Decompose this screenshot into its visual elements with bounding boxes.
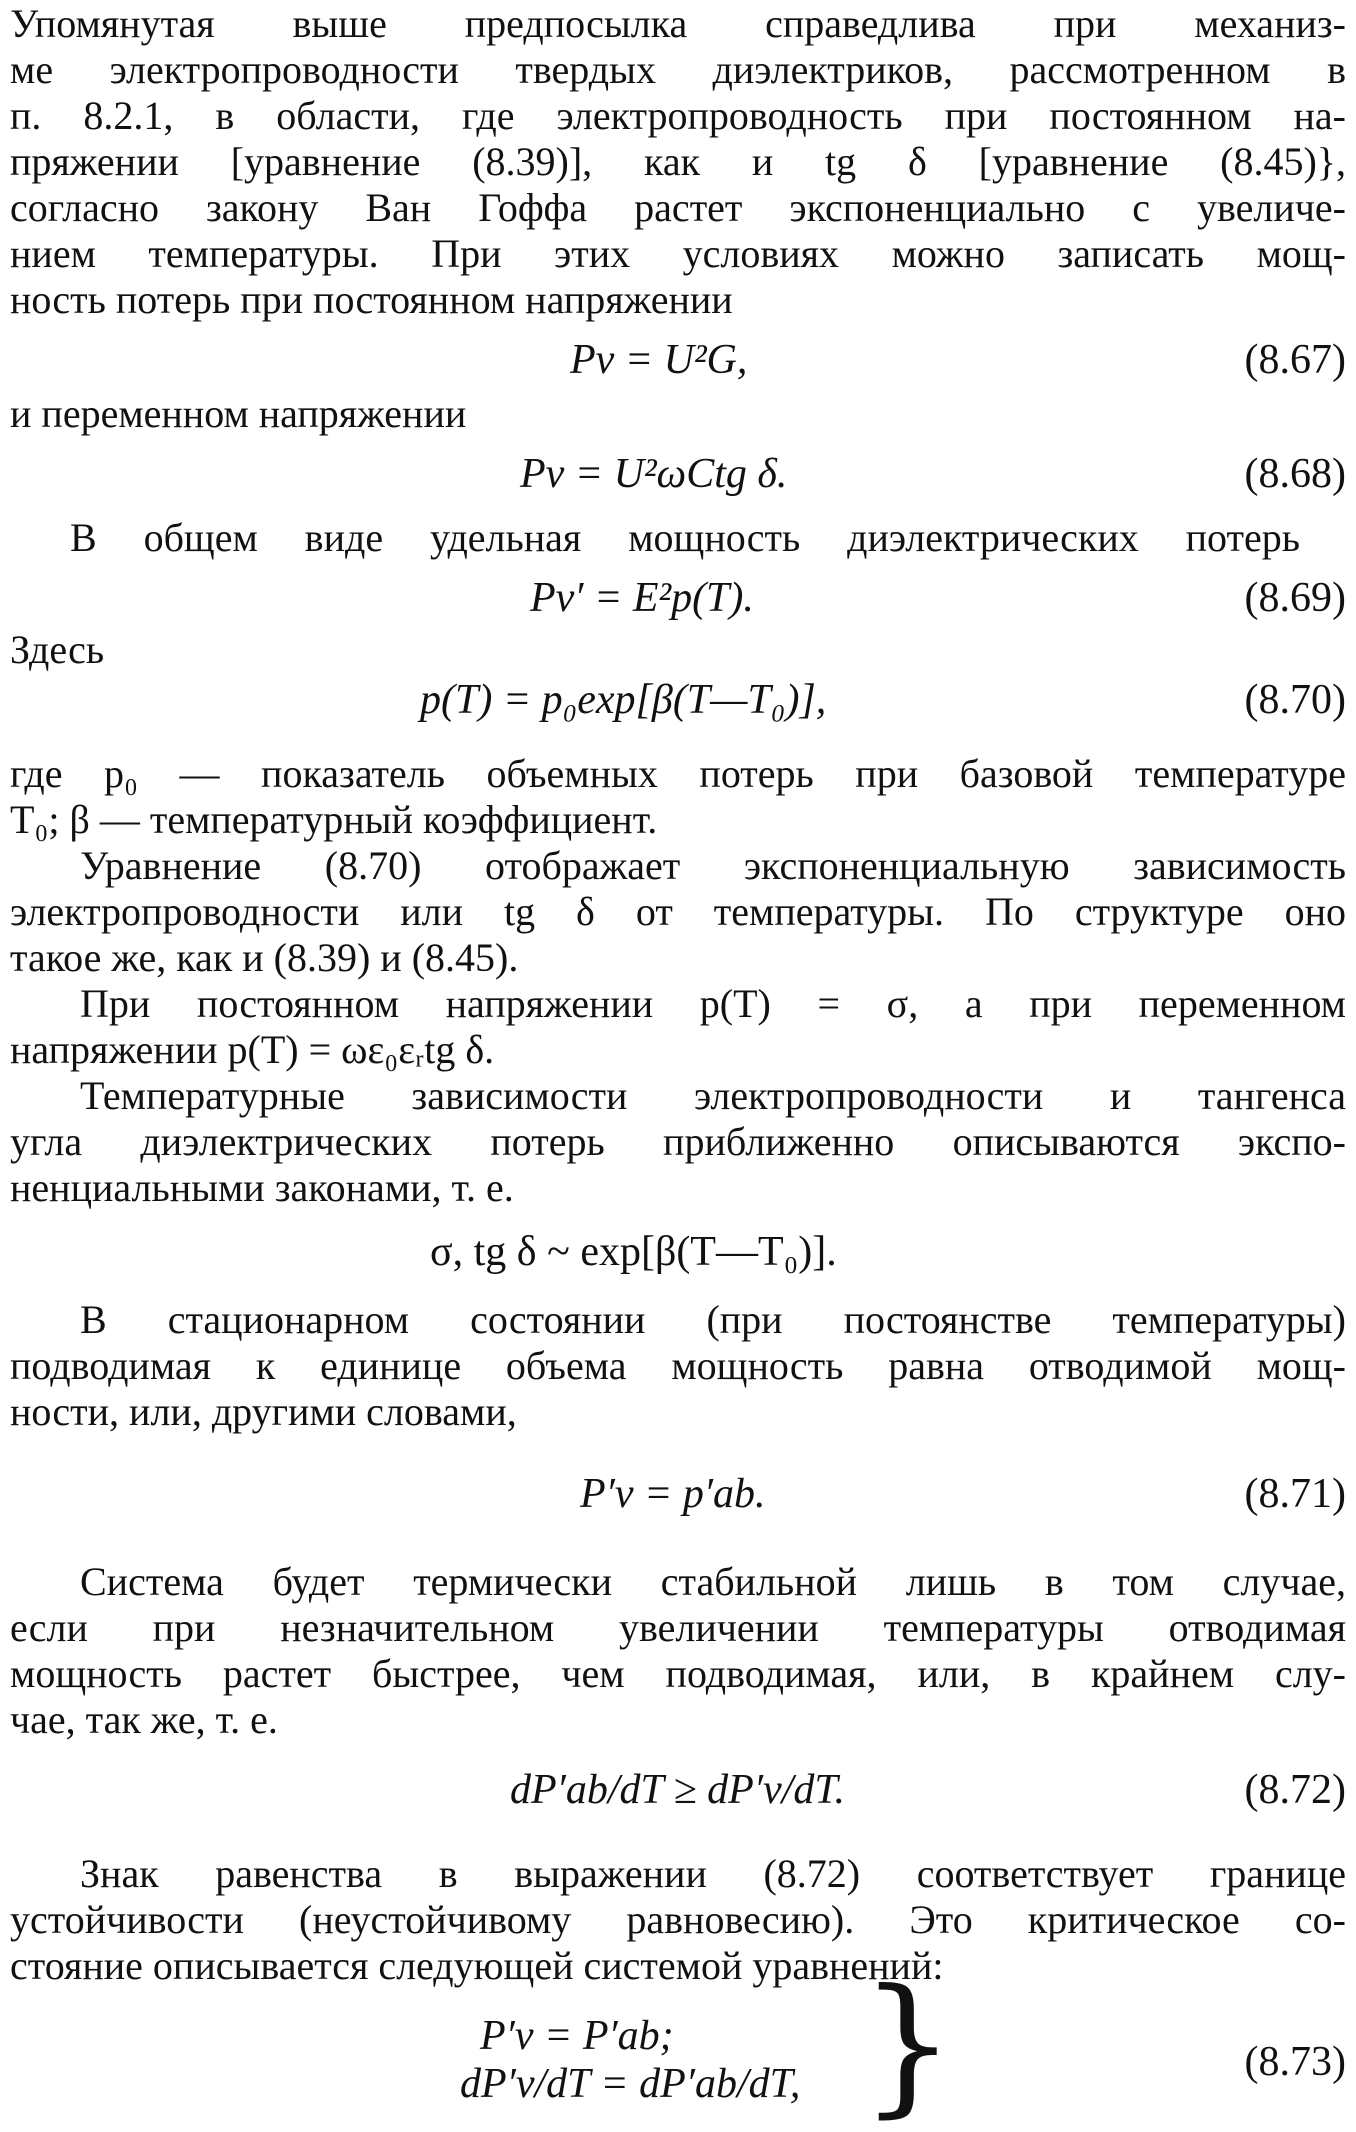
text-line: При постоянном напряжении p(T) = σ, а при переменном — [80, 981, 1346, 1026]
equation-formula: Pv′ = E²p(T). — [530, 575, 754, 621]
text-line: В стационарном состоянии (при постоянстве температуры) — [80, 1297, 1346, 1342]
text-line: подводимая к единице объема мощность равна отводимой мощ- — [10, 1343, 1346, 1388]
text-line: T₀; β — температурный коэффициент. — [10, 797, 658, 842]
text-line: согласно закону Ван Гоффа растет экспоненциально с увеличе- — [10, 185, 1346, 230]
text-line: стояние описывается следующей системой уравнений: — [10, 1943, 944, 1988]
equation-formula: Pv = U²G, — [570, 337, 748, 383]
equation-formula: σ, tg δ ~ exp[β(T—T₀)]. — [430, 1229, 837, 1275]
text-line: такое же, как и (8.39) и (8.45). — [10, 935, 519, 980]
text-line: где p₀ — показатель объемных потерь при базовой температуре — [10, 751, 1346, 796]
text-line: чае, так же, т. е. — [10, 1697, 278, 1742]
text-line: напряжении p(T) = ωε₀εᵣtg δ. — [10, 1027, 495, 1072]
equation-formula: dP′v/dT = dP′ab/dT, — [460, 2061, 801, 2107]
text-line: Упомянутая выше предпосылка справедлива при механиз- — [10, 1, 1346, 46]
equation-number: (8.68) — [1244, 451, 1346, 497]
text-line: пряжении [уравнение (8.39)], как и tg δ [уравнение (8.45)}, — [10, 139, 1346, 184]
equation-number: (8.71) — [1244, 1471, 1346, 1517]
equation-formula: p(T) = p₀exp[β(T—T₀)], — [420, 677, 827, 723]
equation-number: (8.69) — [1244, 575, 1346, 621]
equation-formula: P′v = P′ab; — [480, 2013, 674, 2059]
text-line: Знак равенства в выражении (8.72) соответствует границе — [80, 1851, 1346, 1896]
equation-number: (8.67) — [1244, 337, 1346, 383]
equation-formula: Pv = U²ωCtg δ. — [520, 451, 788, 497]
text-line: электропроводности или tg δ от температуры. По структуре оно — [10, 889, 1346, 934]
text-line: ность потерь при постоянном напряжении — [10, 277, 733, 322]
text-line: ности, или, другими словами, — [10, 1389, 517, 1434]
text-line: Система будет термически стабильной лишь в том случае, — [80, 1559, 1346, 1604]
text-line: угла диэлектрических потерь приближенно описываются экспо- — [10, 1119, 1346, 1164]
text-line: мощность растет быстрее, чем подводимая, или, в крайнем слу- — [10, 1651, 1346, 1696]
right-brace-icon: } — [860, 1958, 956, 2132]
text-line: В общем виде удельная мощность диэлектрических потерь — [70, 515, 1300, 560]
equation-number: (8.72) — [1244, 1767, 1346, 1813]
text-line: устойчивости (неустойчивому равновесию). Это критическое со- — [10, 1897, 1346, 1942]
equation-number: (8.70) — [1244, 677, 1346, 723]
text-line: если при незначительном увеличении температуры отводимая — [10, 1605, 1346, 1650]
equation-formula: dP′ab/dT ≥ dP′v/dT. — [510, 1767, 846, 1813]
text-line: ненциальными законами, т. е. — [10, 1165, 514, 1210]
text-line: нием температуры. При этих условиях можно записать мощ- — [10, 231, 1346, 276]
text-line: Уравнение (8.70) отображает экспоненциальную зависимость — [80, 843, 1346, 888]
text-line: п. 8.2.1, в области, где электропроводность при постоянном на- — [10, 93, 1346, 138]
equation-formula: P′v = p′ab. — [580, 1471, 766, 1517]
text-line: Температурные зависимости электропроводности и тангенса — [80, 1073, 1346, 1118]
text-line: ме электропроводности твердых диэлектриков, рассмотренном в — [10, 47, 1346, 92]
equation-number: (8.73) — [1244, 2039, 1346, 2085]
text-line: и переменном напряжении — [10, 391, 467, 436]
text-line: Здесь — [10, 627, 105, 672]
